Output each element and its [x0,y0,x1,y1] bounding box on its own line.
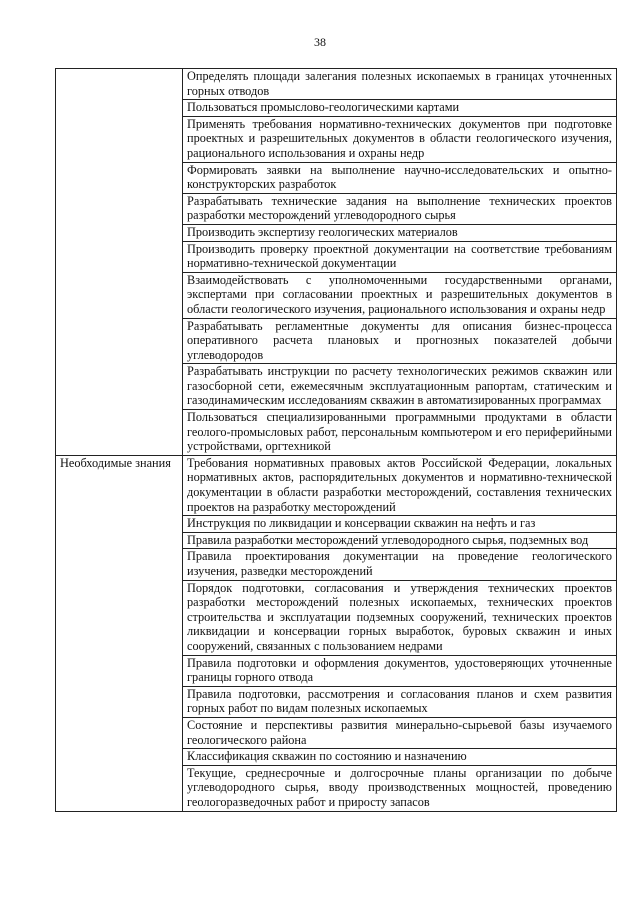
knowledge-label: Необходимые знания [56,455,183,811]
requirements-table [55,68,617,812]
skill-item: Взаимодействовать с уполномоченными государственными органами, экспертами при согласовании проектных и разрешительных документов в области геологического изучения, рационального использования и охраны недр [183,272,617,318]
knowledge-item: Инструкция по ликвидации и консервации скважин на нефть и газ [183,516,617,533]
skill-item: Разрабатывать инструкции по расчету технологических режимов скважин или газосборной сети, ежемесячным эксплуатационным рапортам, статическим и газодинамическим исследованиям скважин в автоматизированных программах [183,364,617,410]
knowledge-item: Классификация скважин по состоянию и назначению [183,749,617,766]
skill-item: Производить проверку проектной документации на соответствие требованиям нормативно-технической документации [183,241,617,272]
page-number: 38 [314,35,326,49]
skill-item: Пользоваться специализированными программными продуктами в области геолого-промысловых работ, персональным компьютером и его периферийными устройствами, оргтехникой [183,410,617,456]
skill-item: Применять требования нормативно-технических документов при подготовке проектных и разрешительных документов в области геологического изучения, рационального использования и охраны недр [183,116,617,162]
knowledge-item: Правила подготовки, рассмотрения и согласования планов и схем развития горных работ по видам полезных ископаемых [183,686,617,717]
skill-item: Пользоваться промыслово-геологическими картами [183,100,617,117]
skill-item: Формировать заявки на выполнение научно-исследовательских и опытно-конструкторских разработок [183,162,617,193]
skill-item: Определять площади залегания полезных ископаемых в границах уточненных горных отводов [183,69,617,100]
knowledge-item: Состояние и перспективы развития минерально-сырьевой базы изучаемого геологического района [183,717,617,748]
skills-label-cell [56,69,183,456]
skill-item: Разрабатывать регламентные документы для описания бизнес-процесса оперативного расчета плановых и прогнозных показателей добычи углеводородов [183,318,617,364]
table-row [56,69,617,100]
table-row [56,455,617,515]
skill-item: Производить экспертизу геологических материалов [183,224,617,241]
knowledge-item: Правила подготовки и оформления документов, удостоверяющих уточненные границы горного отвода [183,655,617,686]
knowledge-item: Требования нормативных правовых актов Российской Федерации, локальных нормативных актов, распорядительных документов и нормативно-технической документации в области разработки месторождений, составления технических проектов на разработку месторождений [183,455,617,515]
knowledge-item: Порядок подготовки, согласования и утверждения технических проектов разработки месторождений полезных ископаемых, технических проектов строительства и эксплуатации подземных сооружений, технических проектов ликвидации и консервации горных выработок, буровых скважин и иных сооружений, связанных с пользованием недрами [183,580,617,655]
knowledge-item: Текущие, среднесрочные и долгосрочные планы организации по добыче углеводородного сырья, вводу производственных мощностей, проведению геологоразведочных работ и приросту запасов [183,765,617,811]
skill-item: Разрабатывать технические задания на выполнение технических проектов разработки месторождений углеводородного сырья [183,193,617,224]
knowledge-item: Правила проектирования документации на проведение геологического изучения, разведки месторождений [183,549,617,580]
knowledge-item: Правила разработки месторождений углеводородного сырья, подземных вод [183,532,617,549]
